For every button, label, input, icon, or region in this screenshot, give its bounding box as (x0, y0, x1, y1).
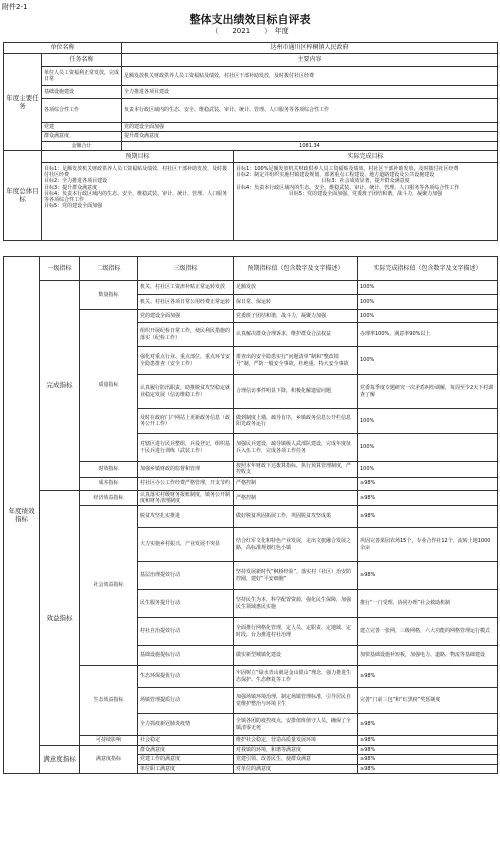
indicator-row (4, 281, 498, 295)
unit-name-label: 单位名称 (4, 43, 122, 54)
actual-value: ≥98% (358, 666, 498, 688)
level3-indicator: 基础设施提标行动 (138, 646, 234, 666)
level2-indicator: 经济效益指标 (80, 490, 138, 506)
main-tasks-label: 年度主要任务 (4, 54, 42, 151)
task-name-header: 任务名称 (42, 54, 122, 67)
task-name: 群众满意度 (42, 132, 122, 141)
indicator-column-header: 预期指标值（包含数字及文字描述） (234, 257, 358, 281)
indicators-label: 年度绩效指标 (4, 257, 40, 774)
level3-indicator: 村社自治提效行动 (138, 618, 234, 646)
planned-value: 全镇各团防疫控疫点，安排值班值守人员，确保了全镇清零无死 (234, 714, 358, 736)
level3-indicator: 组织开展纪检日常工作，使民利民措施的落实（纪检工作） (138, 323, 234, 347)
overall-goals-label: 年度总体目标 (4, 150, 42, 240)
task-content: 全力推进各项目建设 (122, 86, 498, 99)
planned-goals (42, 162, 234, 240)
actual-value: 巩固完善果园农场15个，专业合作社12个，流转土地1000余亩 (358, 528, 498, 562)
planned-goal: 目标1：足额发放机关财政供养人员工资福贴及绩效，村社区干部补助发放，及时拨付社区经费 (44, 165, 228, 178)
planned-value: 结合红军文化和特色产业发展，走出文旅融合发展之路，高标准规划红色小镇 (234, 528, 358, 562)
actual-value: 100% (358, 462, 498, 478)
level2-indicator: 质量指标 (80, 310, 138, 462)
planned-goal: 目标4：负责本行政区域内的生态、安全、维稳武装、审计、统计、管理、人口服务等各项综合性工作 (44, 190, 228, 203)
indicator-column-header: 一级指标 (40, 257, 80, 281)
level2-indicator: 时效指标 (80, 462, 138, 478)
actual-goals (234, 162, 498, 240)
indicator-column-header: 实际完成指标值（包含数字及文字描述） (358, 257, 498, 281)
level3-indicator: 加强乡镇财政的监督和管理 (138, 462, 234, 478)
planned-value: 足额发放 (234, 281, 358, 295)
level3-indicator: 强化对重点行业、重点部位、重点环节安全隐患排查（安全工作） (138, 347, 234, 375)
year-line: （ 2021 ） 年度 (211, 27, 289, 35)
planned-value: 严格控制 (234, 490, 358, 506)
level3-indicator: 生态环保提优行动 (138, 666, 234, 688)
level3-indicator: 民生服务提升行动 (138, 590, 234, 618)
actual-value: 100% (358, 310, 498, 323)
actual-value: ≥98% (358, 477, 498, 490)
planned-value: 保日常、保运转 (234, 295, 358, 310)
planned-value: 认真解决群众合理诉求，维护群众合法权益 (234, 323, 358, 347)
level2-indicator: 社会效益指标 (80, 506, 138, 666)
task-name: 单位人员工资福利正常发放，完成日常 (42, 67, 122, 86)
level1-indicator: 满意度指标 (40, 746, 80, 774)
task-content: 提升群众满意度 (122, 132, 498, 141)
indicator-row (4, 490, 498, 506)
level1-indicator: 完成指标 (40, 281, 80, 491)
planned-value: 党委班子团结和谐，战斗力，凝聚力加强 (234, 310, 358, 323)
actual-value: ≥98% (358, 714, 498, 736)
level3-indicator: 党的建设全面加强 (138, 310, 234, 323)
planned-value: 对我镇的环境，和谐等满意度 (234, 746, 358, 755)
actual-value: ≥98% (358, 746, 498, 755)
planned-value: 加强民兵建设，疏导镇级人武部队建设，完成年度征兵入伍工作，完成各项工作任务 (234, 434, 358, 462)
level3-indicator: 社会稳定 (138, 736, 234, 746)
level2-indicator: 数量指标 (80, 281, 138, 310)
planned-value: 全面推行网格化管理，定人员、定职责、定地域、定时段，台为推进村社治理 (234, 618, 358, 646)
actual-value: 完善“门前三包”和“红黑榜”奖惩制度 (358, 688, 498, 714)
actual-value: ≥98% (358, 490, 498, 506)
task-content: 党的建设全面加强 (122, 123, 498, 132)
level1-indicator: 效益指标 (40, 490, 80, 746)
actual-goal: 目标5：党的建设全面加强，党委班子团结和谐，战斗力，凝聚力加强 (288, 190, 443, 197)
planned-value: 党建引领、改善民生，使群众满意 (234, 755, 358, 764)
actual-value: ≥98% (358, 562, 498, 590)
planned-value: 加强场镇环境治理，制定场镇管理标准，引导居民自觉维护整治与环境卫生 (234, 688, 358, 714)
indicator-column-header: 三级指标 (138, 257, 234, 281)
level3-indicator: 脱贫攻坚扎实推进 (138, 506, 234, 528)
planned-goals-header: 预期目标 (42, 150, 234, 162)
level2-indicator: 生态效益指标 (80, 666, 138, 736)
planned-value: 做实新型城镇化建设 (234, 646, 358, 666)
summary-table (3, 42, 498, 241)
planned-value: 做好脱贫巩固拓展工作，巩固脱贫攻坚成果 (234, 506, 358, 528)
actual-value: 建立完善一张网，三级网格，六大功能的网格管理运行模式 (358, 618, 498, 646)
planned-value: 牢固树立“绿水青山就是金山银山”理念，强力推进生态保护、生态修复等工作 (234, 666, 358, 688)
planned-value: 对单位的满意度 (234, 764, 358, 773)
funds-value: 1081.34 (122, 141, 498, 150)
indicators-table (3, 256, 498, 774)
actual-value: 100% (358, 409, 498, 434)
level3-indicator: 认真落实村级财务报账制度，镇务公开制度和财务清理制度 (138, 490, 234, 506)
actual-goal: 目标4：负责本行政区域内的生态、安全、维稳武装、审计、统计、管理、人口服务等各项综合性工作 (236, 184, 460, 191)
unit-name-value: 达州市通川区梓桐镇人民政府 (122, 43, 498, 54)
level3-indicator: 认真履行防汛职责，助推脱贫攻坚稳定就业稳定发展（信访维稳工作） (138, 375, 234, 409)
task-content-header: 主要内容 (122, 54, 498, 67)
actual-goal: 目标2：制定并组织实施村镇建设规划，部署重点工程建设，地方道路建设及公共设施建设 (236, 172, 435, 178)
level3-indicator: 及时在政府门户网站上更新政务信息（政务公开工作） (138, 409, 234, 434)
level3-indicator: 全力抓疫新冠肺炎疫情 (138, 714, 234, 736)
planned-value: 排查出的安全隐患实行“问题清单”制和“整改销号”制，严防一般安全事故，杜绝重、特大安全事故 (234, 347, 358, 375)
actual-value: 党委每季度专题研究一次矛盾纠纷调解，每周至少2天下村调查了解 (358, 375, 498, 409)
indicator-row (4, 746, 498, 755)
level3-indicator: 单位职工满意度 (138, 764, 234, 773)
task-name: 基础设施建设 (42, 86, 122, 99)
planned-value: 合理信访事件明显下降，积极化解遗留问题 (234, 375, 358, 409)
actual-value: ≥98% (358, 506, 498, 528)
planned-value: 按照本年财政下达拨算指标，执行预算管理制度，严控收支 (234, 462, 358, 478)
actual-value: ≥98% (358, 736, 498, 746)
task-content: 足额发放机关财政供养人员工资福贴及绩效，村社区干部补助发放，及时拨付社区经费 (122, 67, 498, 86)
planned-value: 严格控制 (234, 477, 358, 490)
actual-value: 办理率100%，满意率90%以上 (358, 323, 498, 347)
actual-value: ≥98% (358, 764, 498, 773)
task-name: 各项综合性工作 (42, 99, 122, 123)
annex-label: 附件2-1 (2, 3, 28, 11)
actual-goal: 目标3：社会成效显著，提升群众满意度 (321, 178, 410, 185)
planned-value: 维护社会稳定，营造高质量发展环境 (234, 736, 358, 746)
actual-value: ≥98% (358, 755, 498, 764)
actual-value: 100% (358, 347, 498, 375)
level3-indicator: 基层治理提效行动 (138, 562, 234, 590)
actual-value: 100% (358, 295, 498, 310)
level2-indicator: 满意度指标 (80, 746, 138, 774)
planned-value: 坚持发展新时代“枫桥经验”，落实村（社区）治安防控圈，建好“平安细胞” (234, 562, 358, 590)
level3-indicator: 大力实施乡村振兴，产业发展不突显 (138, 528, 234, 562)
actual-value: 推行“一门受理、协同办理”社会救助机制 (358, 590, 498, 618)
funds-label: 金额合计 (42, 141, 122, 150)
actual-goal: 目标1：100%足额发放机关财政供养人员工资福贴及绩效，村社区干部补助发放，及时拨付社区经费 (236, 165, 459, 172)
actual-goals-header: 实际完成目标 (234, 150, 498, 162)
level3-indicator: 党建工作的满意度 (138, 755, 234, 764)
actual-value: 100% (358, 434, 498, 462)
planned-goal: 目标2：全力推进各项目建设 (44, 178, 108, 185)
planned-value: 做到制度上墙，疏导有序，乡镇政务信息公开栏信息阳光政务运行 (234, 409, 358, 434)
level3-indicator: 机关、村社区工资津补贴正常运转发放 (138, 281, 234, 295)
task-name: 党建 (42, 123, 122, 132)
level3-indicator: 对辖区进行民兵整组，兵役登记，组织基干民兵进行训练（武装工作） (138, 434, 234, 462)
level3-indicator: 场镇管理提质行动 (138, 688, 234, 714)
indicator-column-header: 二级指标 (80, 257, 138, 281)
page-title: 整体支出绩效目标自评表 (189, 13, 311, 26)
level3-indicator: 机关、村社区各项日常公用经费正常运转 (138, 295, 234, 310)
planned-value: 坚持民生为本，科学配置资源，强化民生保障，加强民生领域惠民实施 (234, 590, 358, 618)
level3-indicator: 群众满意度 (138, 746, 234, 755)
actual-value: 加快基础设施补短板，加强电力、道路、物流等基础建设 (358, 646, 498, 666)
planned-goal: 目标5：党的建设全面加强 (44, 203, 103, 210)
task-content: 负责本行政区域内的生态、安全、维稳武装、审计、统计、管理、人口服务等各项综合性工作 (122, 99, 498, 123)
level2-indicator: 成本指标 (80, 477, 138, 490)
level3-indicator: 村社区办公工作经费严格管理，开支节约 (138, 477, 234, 490)
planned-goal: 目标3：提升群众满意度 (44, 184, 98, 191)
actual-value: 100% (358, 281, 498, 295)
level2-indicator: 可持续影响 (80, 736, 138, 746)
